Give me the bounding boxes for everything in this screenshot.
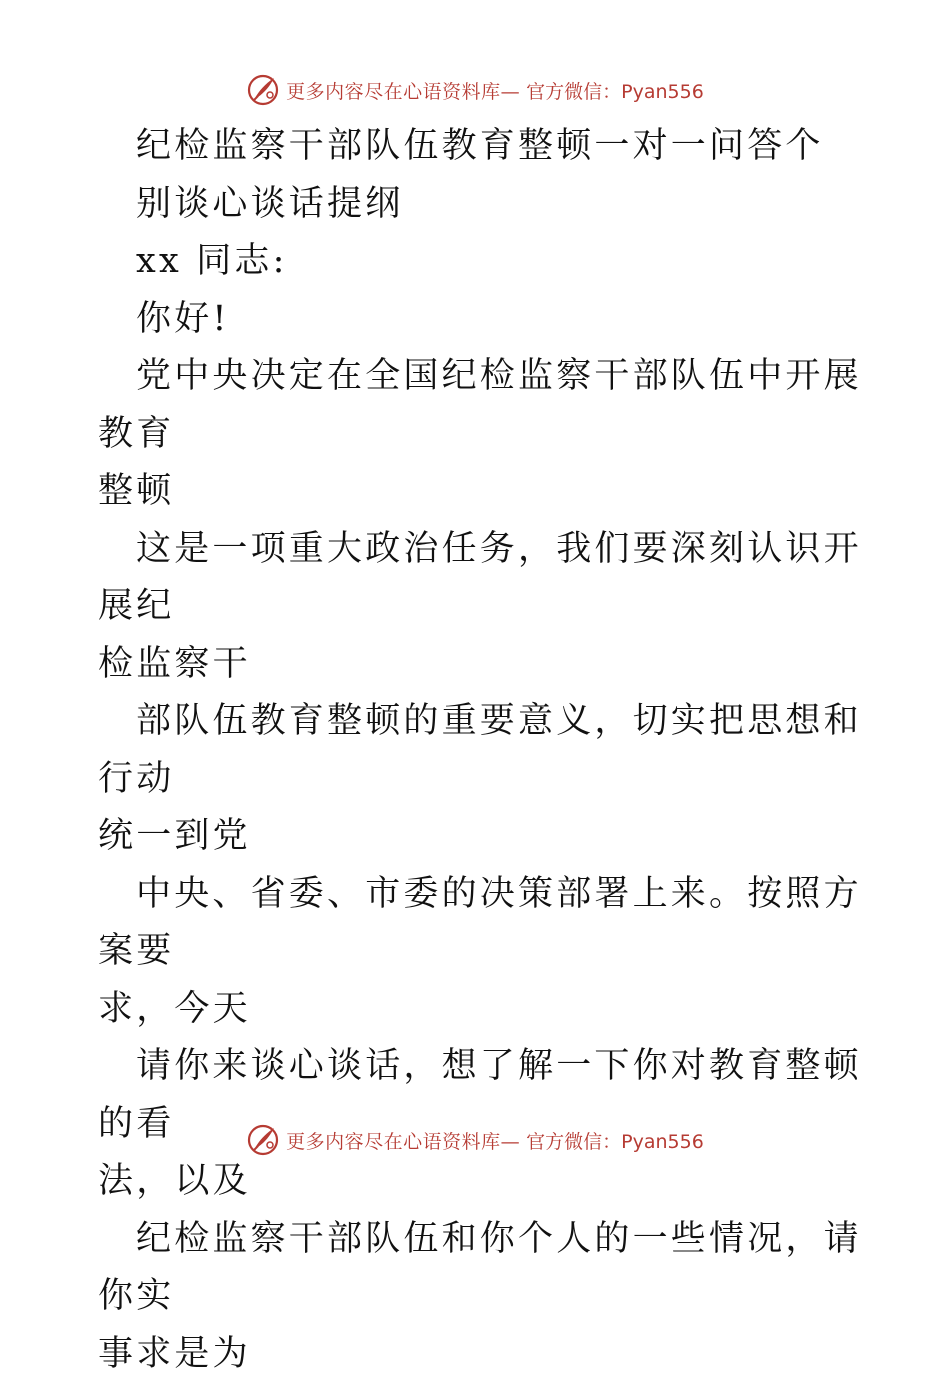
title-line-2: 别谈心谈话提纲 xyxy=(98,176,868,234)
paragraph-4-first: 中央、省委、市委的决策部署上来。按照方案要 xyxy=(98,874,862,972)
header-banner-text: 更多内容尽在心语资料库— xyxy=(286,77,520,104)
header-banner xyxy=(0,70,950,110)
paragraph-6-rest: 事求是为 xyxy=(98,1326,868,1383)
paragraph-3 xyxy=(98,693,868,866)
footer-banner-wechat: 官方微信：Pyan556 xyxy=(526,1127,704,1154)
quill-pen-logo-icon xyxy=(246,73,280,107)
paragraph-3-rest: 统一到党 xyxy=(98,808,868,866)
paragraph-2-rest: 检监察干 xyxy=(98,636,868,694)
title-line-1: 纪检监察干部队伍教育整顿一对一问答个 xyxy=(98,118,868,176)
paragraph-2 xyxy=(98,521,868,694)
paragraph-6-first: 纪检监察干部队伍和你个人的一些情况，请你实 xyxy=(98,1219,862,1317)
paragraph-5-first: 请你来谈心谈话，想了解一下你对教育整顿的看 xyxy=(98,1046,862,1144)
footer-banner xyxy=(0,1120,950,1160)
paragraph-1 xyxy=(98,348,868,521)
paragraph-6 xyxy=(98,1211,868,1383)
document-body xyxy=(98,118,868,1383)
header-banner-wechat: 官方微信：Pyan556 xyxy=(526,77,704,104)
paragraph-5-rest: 法，以及 xyxy=(98,1153,868,1211)
paragraph-2-first: 这是一项重大政治任务，我们要深刻认识开展纪 xyxy=(98,529,862,627)
salutation: xx 同志: xyxy=(98,233,868,291)
paragraph-4 xyxy=(98,866,868,1039)
quill-pen-logo-icon xyxy=(246,1123,280,1157)
paragraph-1-rest: 整顿 xyxy=(98,463,868,521)
footer-banner-text: 更多内容尽在心语资料库— xyxy=(286,1127,520,1154)
greeting: 你好! xyxy=(98,291,868,349)
paragraph-3-first: 部队伍教育整顿的重要意义，切实把思想和行动 xyxy=(98,701,862,799)
paragraph-1-first: 党中央决定在全国纪检监察干部队伍中开展教育 xyxy=(98,356,862,454)
paragraph-4-rest: 求，今天 xyxy=(98,981,868,1039)
